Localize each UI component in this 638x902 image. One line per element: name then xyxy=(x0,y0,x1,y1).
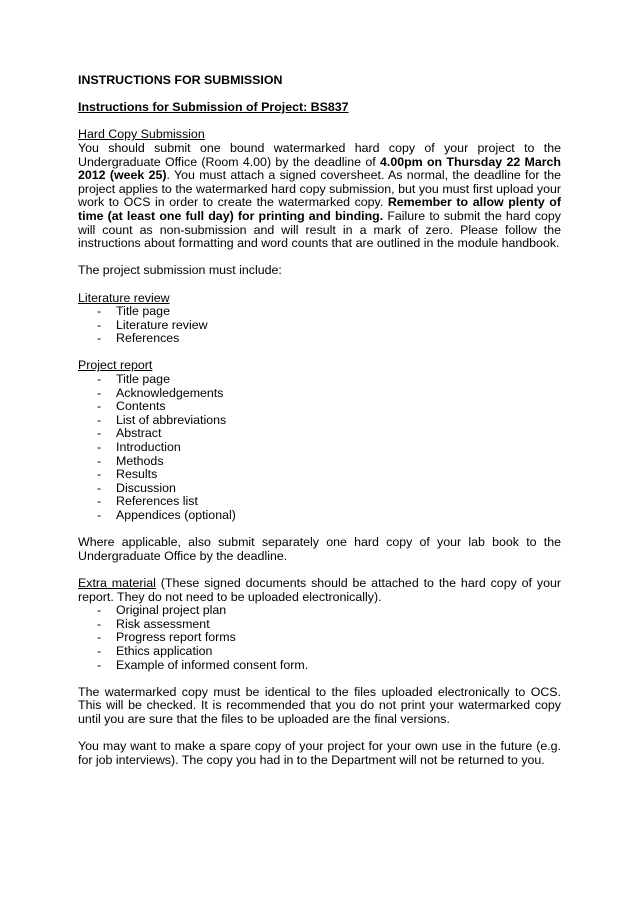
deadline-text: 4.00pm on Thursday 22 March 2012 (week 25) xyxy=(78,154,561,183)
extra-material-list xyxy=(78,604,561,672)
list-item: - Risk assessment xyxy=(78,618,561,632)
literature-review-list xyxy=(78,305,561,346)
hard-copy-heading: Hard Copy Submission xyxy=(78,127,205,142)
list-item: - Methods xyxy=(78,455,561,469)
hard-copy-text-3: Failure to submit the hard copy will count as non-submission and will result in a mark of zero. Please follow the instructions about formatting and word counts that are outlined in the module handbook. xyxy=(78,208,561,251)
document-title: INSTRUCTIONS FOR SUBMISSION xyxy=(78,73,283,87)
lab-book-paragraph: Where applicable, also submit separately one hard copy of your lab book to the Undergraduate Office by the deadline. xyxy=(78,535,561,563)
extra-material-paragraph xyxy=(78,577,561,604)
literature-review-heading: Literature review xyxy=(78,290,170,305)
list-item: - Contents xyxy=(78,400,561,414)
list-item: - List of abbreviations xyxy=(78,414,561,428)
list-item: - Literature review xyxy=(78,319,561,333)
extra-material-note: (These signed documents should be attached to the hard copy of your report. They do not need to be uploaded electronically). xyxy=(78,575,561,604)
list-item: - Discussion xyxy=(78,482,561,496)
list-item: - Original project plan xyxy=(78,604,561,618)
list-item: - Acknowledgements xyxy=(78,387,561,401)
must-include-text: The project submission must include: xyxy=(78,263,282,278)
extra-material-heading: Extra material xyxy=(78,575,156,590)
hard-copy-text-2: . You must attach a signed coversheet. As normal, the deadline for the project applies to the watermarked hard copy submission, but you must first upload your work to OCS in order to create the watermarked copy. xyxy=(78,168,562,210)
project-report-list xyxy=(78,373,561,523)
list-item: - Title page xyxy=(78,305,561,319)
hard-copy-paragraph xyxy=(78,142,561,251)
list-item: - Introduction xyxy=(78,441,561,455)
list-item: - Results xyxy=(78,468,561,482)
list-item: - Appendices (optional) xyxy=(78,509,561,523)
document-subtitle: Instructions for Submission of Project: BS837 xyxy=(78,100,349,115)
hard-copy-text-1: You should submit one bound watermarked hard copy of your project to the Undergraduate Office (Room 4.00) by the deadline of xyxy=(78,140,561,169)
list-item: - References list xyxy=(78,495,561,509)
list-item: - Progress report forms xyxy=(78,631,561,645)
spare-copy-paragraph: You may want to make a spare copy of your project for your own use in the future (e.g. for job interviews). The copy you had in to the Department will not be returned to you. xyxy=(78,739,561,767)
list-item: - References xyxy=(78,332,561,346)
printing-emphasis: Remember to allow plenty of time (at least one full day) for printing and binding. xyxy=(78,195,561,223)
document-page xyxy=(78,74,561,767)
project-report-heading: Project report xyxy=(78,358,153,373)
list-item: - Title page xyxy=(78,373,561,387)
list-item: - Abstract xyxy=(78,427,561,441)
list-item: - Example of informed consent form. xyxy=(78,659,561,673)
list-item: - Ethics application xyxy=(78,645,561,659)
watermarked-paragraph: The watermarked copy must be identical to the files uploaded electronically to OCS. This will be checked. It is recommended that you do not print your watermarked copy until you are sure that the files to be uploaded are the final versions. xyxy=(78,684,561,726)
